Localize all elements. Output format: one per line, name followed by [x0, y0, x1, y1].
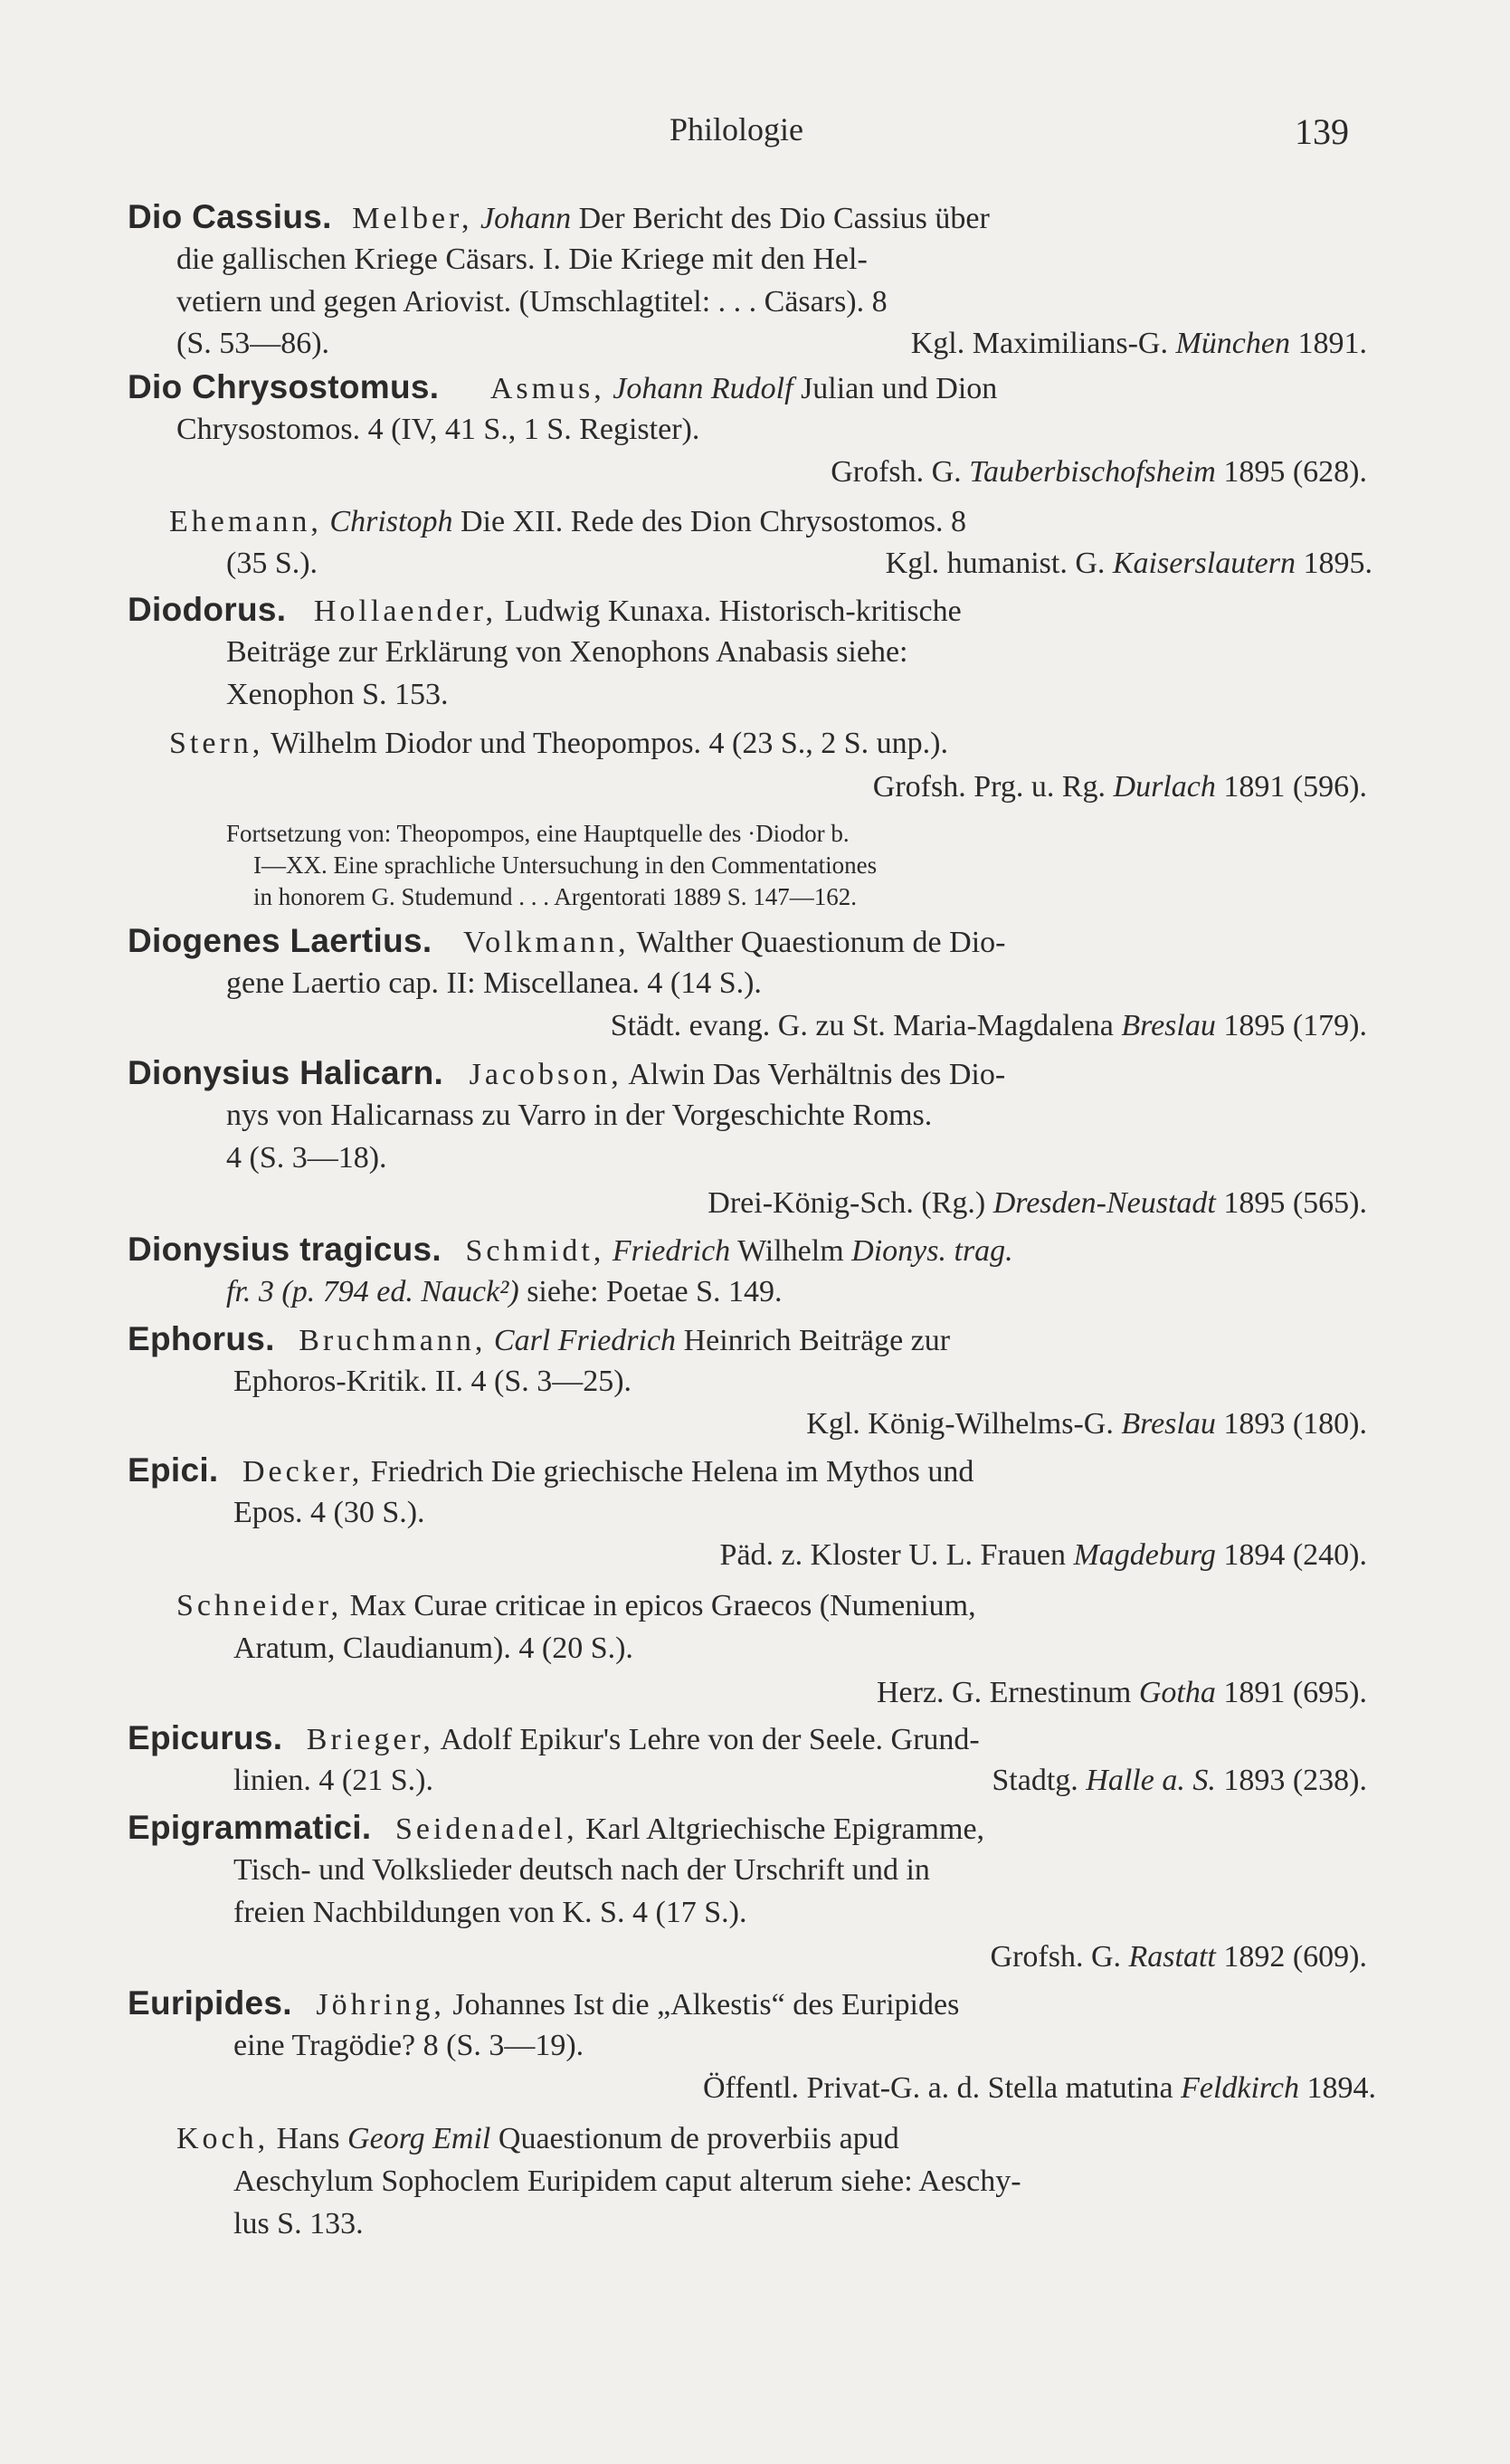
year: 1891.: [1297, 327, 1367, 360]
school-name: Kgl. Maximilians-G.: [910, 327, 1168, 360]
author-surname: Melber,: [352, 202, 473, 235]
school-name: Städt. evang. G. zu St. Maria-Magdalena: [610, 1009, 1114, 1042]
city-name: München: [1175, 327, 1290, 360]
author-given-name: Johann Rudolf: [613, 372, 793, 405]
title-text: Karl Altgriechische Epigramme,: [585, 1812, 985, 1846]
entry-schneider-line-2: Aratum, Claudianum). 4 (20 S.).: [233, 1632, 633, 1665]
entry-dionysius-hal-source: [708, 1184, 1367, 1223]
title-text: Heinrich Beiträge zur: [683, 1324, 951, 1357]
author-surname: Koch,: [176, 2122, 270, 2155]
title-text: Der Bericht des Dio Cassius über: [578, 202, 990, 235]
year: 1895.: [1303, 547, 1372, 580]
title-text: Adolf Epikur's Lehre von der Seele. Grund-: [440, 1723, 980, 1756]
year: 1895 (179).: [1223, 1009, 1367, 1042]
entry-dionysius-hal-line-1: [128, 1053, 1005, 1095]
entry-dio-cassius-line-2: die gallischen Kriege Cäsars. I. Die Kriege mit den Hel-: [176, 243, 868, 276]
city-name: Magdeburg: [1073, 1538, 1216, 1572]
entry-heading: Dionysius Halicarn.: [128, 1054, 444, 1091]
author-surname: Asmus,: [489, 372, 605, 405]
author-surname: Brieger,: [306, 1723, 434, 1756]
entry-diodorus-line-2: Beiträge zur Erklärung von Xenophons Anabasis siehe:: [226, 635, 908, 669]
year: 1895 (565).: [1223, 1186, 1367, 1220]
entry-stern-note-1: Fortsetzung von: Theopompos, eine Hauptquelle des ·Diodor b.: [226, 820, 850, 847]
author-surname: Decker,: [242, 1455, 364, 1489]
author-given-name: Carl Friedrich: [493, 1324, 677, 1357]
author-middle-name: Wilhelm: [737, 1234, 844, 1268]
year: 1895 (628).: [1223, 455, 1367, 489]
entry-euripides-line-2: eine Tragödie? 8 (S. 3—19).: [233, 2029, 584, 2062]
page-number: 139: [1295, 111, 1349, 152]
entry-epicurus-line-2: linien. 4 (21 S.).: [233, 1764, 433, 1797]
author-given-name: Johann: [480, 202, 572, 235]
entry-dio-cassius-source: [911, 324, 1367, 364]
author-surname: Ehemann,: [169, 505, 322, 538]
author-given-name: Christoph: [329, 505, 453, 538]
entry-dionysius-hal-line-2: nys von Halicarnass zu Varro in der Vorgeschichte Roms.: [226, 1099, 933, 1132]
entry-heading: Diogenes Laertius.: [128, 922, 432, 959]
author-surname: Volkmann,: [462, 926, 630, 959]
entry-ephorus-line-2: Ephoros-Kritik. II. 4 (S. 3—25).: [233, 1365, 632, 1398]
school-name: Kgl. König-Wilhelms-G.: [806, 1407, 1114, 1441]
school-name: Grofsh. G.: [831, 455, 962, 489]
entry-koch-line-3: lus S. 133.: [233, 2207, 364, 2240]
school-name: Grofsh. G.: [990, 1940, 1121, 1974]
entry-heading: Dio Cassius.: [128, 198, 332, 235]
entry-stern-source: [873, 767, 1367, 807]
entry-dio-cassius-line-3: vetiern und gegen Ariovist. (Umschlagtitel: . . . Cäsars). 8: [176, 285, 888, 319]
school-name: Herz. G. Ernestinum: [876, 1676, 1132, 1709]
entry-diogenes-line-1: [128, 921, 1005, 963]
title-text: Quaestionum de proverbiis apud: [498, 2122, 899, 2155]
title-text: Johannes Ist die „Alkestis“ des Euripides: [452, 1988, 960, 2022]
year: 1893 (238).: [1223, 1764, 1367, 1797]
author-surname: Jacobson,: [469, 1058, 622, 1091]
entry-ephorus-source: [806, 1404, 1367, 1444]
entry-epici-source: [720, 1536, 1367, 1575]
author-surname: Hollaender,: [313, 595, 498, 628]
title-text: Die XII. Rede des Dion Chrysostomos. 8: [460, 505, 967, 538]
school-name: Öffentl. Privat-G. a. d. Stella matutina: [702, 2071, 1173, 2105]
school-name: Grofsh. Prg. u. Rg.: [872, 770, 1106, 804]
title-text: Friedrich Die griechische Helena im Mythos und: [370, 1455, 974, 1489]
school-name: Kgl. humanist. G.: [885, 547, 1106, 580]
entry-dionysius-trag-line-2: [226, 1272, 783, 1312]
entry-dio-cassius-line-1: [128, 197, 990, 239]
entry-heading: Epici.: [128, 1451, 219, 1489]
entry-epici-line-2: Epos. 4 (30 S.).: [233, 1496, 425, 1529]
entry-ehemann-source: [886, 544, 1372, 584]
title-text: Wilhelm Diodor und Theopompos. 4 (23 S., 2 S. unp.).: [271, 727, 948, 760]
cross-reference: siehe: Poetae S. 149.: [527, 1275, 783, 1308]
city-name: Rastatt: [1128, 1940, 1216, 1974]
title-text: Walther Quaestionum de Dio-: [636, 926, 1006, 959]
header-title: Philologie: [670, 111, 804, 147]
entry-koch-line-1: [176, 2119, 899, 2159]
entry-diogenes-source: [611, 1006, 1367, 1046]
entry-diodorus-line-3: Xenophon S. 153.: [226, 678, 449, 711]
entry-heading: Epicurus.: [128, 1719, 283, 1756]
year: 1891 (695).: [1223, 1676, 1367, 1709]
year: 1894.: [1306, 2071, 1376, 2105]
entry-schneider-source: [877, 1673, 1367, 1713]
entry-epigrammatici-line-1: [128, 1808, 984, 1850]
entry-dionysius-trag-line-1: [128, 1230, 1013, 1271]
title-text: Ludwig Kunaxa. Historisch-kritische: [504, 595, 962, 628]
city-name: Gotha: [1138, 1676, 1216, 1709]
city-name: Dresden-Neustadt: [992, 1186, 1216, 1220]
entry-stern-line-1: [169, 724, 948, 764]
entry-heading: Epigrammatici.: [128, 1809, 372, 1846]
year: 1892 (609).: [1223, 1940, 1367, 1974]
entry-epigrammatici-line-3: freien Nachbildungen von K. S. 4 (17 S.).: [233, 1896, 747, 1929]
city-name: Durlach: [1113, 770, 1216, 804]
running-header: [0, 110, 1510, 156]
school-name: Drei-König-Sch. (Rg.): [708, 1186, 986, 1220]
city-name: Tauberbischofsheim: [969, 455, 1216, 489]
author-middle-names: Georg Emil: [347, 2122, 491, 2155]
author-surname: Jöhring,: [316, 1988, 445, 2022]
title-text: Julian und Dion: [801, 372, 998, 405]
city-name: Breslau: [1121, 1407, 1216, 1441]
entry-diodorus-line-1: [128, 590, 962, 632]
entry-schneider-line-1: [176, 1586, 976, 1626]
entry-epicurus-line-1: [128, 1718, 980, 1760]
fragment-reference: fr. 3 (p. 794 ed. Nauck²): [226, 1275, 519, 1308]
year: 1891 (596).: [1223, 770, 1367, 804]
city-name: Halle a. S.: [1086, 1764, 1216, 1797]
entry-koch-line-2: Aeschylum Sophoclem Euripidem caput alterum siehe: Aeschy-: [233, 2164, 1021, 2198]
work-title: Dionys. trag.: [851, 1234, 1013, 1268]
entry-heading: Euripides.: [128, 1984, 292, 2022]
entry-ehemann-line-1: [169, 502, 966, 542]
entry-dionysius-hal-line-3: 4 (S. 3—18).: [226, 1141, 387, 1175]
year: 1894 (240).: [1223, 1538, 1367, 1572]
author-surname: Schmidt,: [465, 1234, 605, 1268]
city-name: Feldkirch: [1181, 2071, 1299, 2105]
school-name: Päd. z. Kloster U. L. Frauen: [719, 1538, 1066, 1572]
entry-dio-chrysostomus-line-2: Chrysostomos. 4 (IV, 41 S., 1 S. Register).: [176, 413, 700, 446]
entry-dio-cassius-pages: (S. 53—86).: [176, 327, 330, 360]
city-name: Kaiserslautern: [1112, 547, 1296, 580]
entry-heading: Dionysius tragicus.: [128, 1231, 442, 1268]
entry-epigrammatici-line-2: Tisch- und Volkslieder deutsch nach der Urschrift und in: [233, 1853, 930, 1887]
author-surname: Schneider,: [176, 1589, 343, 1622]
title-text: Alwin Das Verhältnis des Dio-: [628, 1058, 1006, 1091]
entry-epigrammatici-source: [991, 1937, 1367, 1977]
entry-euripides-line-1: [128, 1984, 959, 2025]
year: 1893 (180).: [1223, 1407, 1367, 1441]
entry-euripides-source: [703, 2069, 1376, 2108]
entry-diogenes-line-2: gene Laertio cap. II: Miscellanea. 4 (14 S.).: [226, 966, 762, 1000]
author-given-name: Friedrich: [612, 1234, 731, 1268]
author-surname: Stern,: [169, 727, 264, 760]
entry-heading: Dio Chrysostomus.: [128, 368, 440, 405]
author-surname: Bruchmann,: [299, 1324, 487, 1357]
author-surname: Seidenadel,: [394, 1812, 578, 1846]
title-text: Max Curae criticae in epicos Graecos (Numenium,: [349, 1589, 976, 1622]
entry-stern-note-2: I—XX. Eine sprachliche Untersuchung in den Commentationes: [253, 851, 878, 879]
entry-heading: Diodorus.: [128, 591, 287, 628]
city-name: Breslau: [1121, 1009, 1216, 1042]
entry-epici-line-1: [128, 1451, 973, 1492]
author-given-name: Hans: [276, 2122, 340, 2155]
entry-stern-note-3: in honorem G. Studemund . . . Argentorati 1889 S. 147—162.: [253, 883, 857, 910]
entry-dio-chrysostomus-source: [831, 452, 1367, 492]
entry-dio-chrysostomus-line-1: [128, 367, 997, 409]
entry-heading: Ephorus.: [128, 1320, 275, 1357]
entry-epicurus-source: [992, 1761, 1367, 1801]
school-name: Stadtg.: [992, 1764, 1078, 1797]
entry-ephorus-line-1: [128, 1319, 950, 1361]
entry-ehemann-pages: (35 S.).: [226, 547, 318, 580]
